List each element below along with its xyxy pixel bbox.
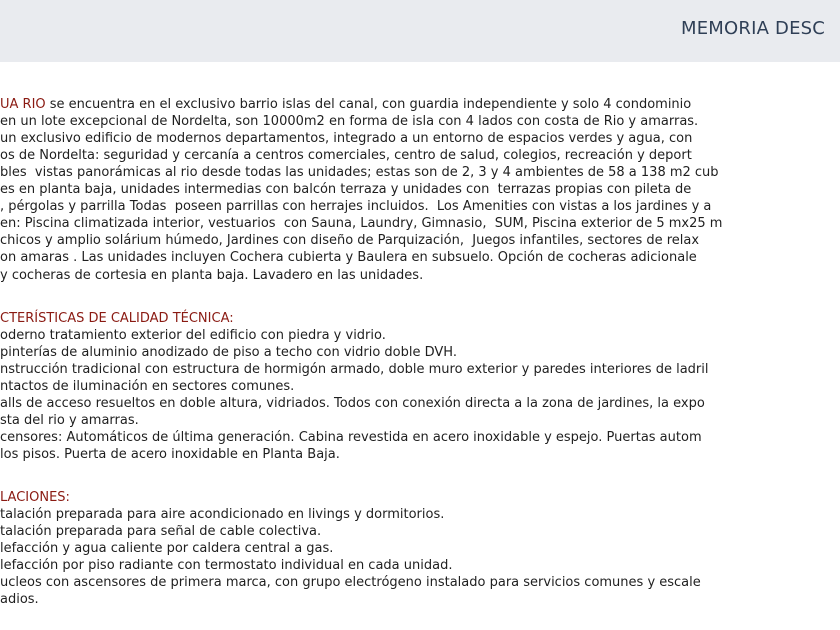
instalaciones-item: lefacción y agua caliente por caldera central a gas. — [0, 541, 334, 556]
project-name: UA RIO — [0, 97, 46, 112]
intro-line-10: on amaras . Las unidades incluyen Cochera cubierta y Baulera en subsuelo. Opción de cocheras adicionale — [0, 250, 697, 265]
intro-line-11: y cocheras de cortesia en planta baja. Lavadero en las unidades. — [0, 268, 424, 283]
intro-line-6: es en planta baja, unidades intermedias con balcón terraza y unidades con terrazas propias con pileta de — [0, 182, 692, 197]
calidad-item: sta del rio y amarras. — [0, 413, 139, 428]
section-heading-calidad: CTERÍSTICAS DE CALIDAD TÉCNICA: — [0, 311, 234, 326]
intro-line-2: en un lote excepcional de Nordelta, son 10000m2 en forma de isla con 4 lados con costa de Rio y amarras. — [0, 114, 699, 129]
intro-line-8: en: Piscina climatizada interior, vestuarios con Sauna, Laundry, Gimnasio, SUM, Piscina exterior de 5 mx25 m — [0, 216, 723, 231]
intro-line-7: , pérgolas y parrilla Todas poseen parrillas con herrajes incluidos. Los Amenities con vistas a los jardines y a — [0, 199, 712, 214]
calidad-item: censores: Automáticos de última generación. Cabina revestida en acero inoxidable y espejo. Puertas autom — [0, 430, 702, 445]
calidad-item: ntactos de iluminación en sectores comunes. — [0, 379, 295, 394]
intro-line-3: un exclusivo edificio de modernos departamentos, integrado a un entorno de espacios verdes y agua, con — [0, 131, 693, 146]
intro-line-5: bles vistas panorámicas al rio desde todas las unidades; estas son de 2, 3 y 4 ambientes de 58 a 138 m2 cub — [0, 165, 719, 180]
calidad-item: pinterías de aluminio anodizado de piso a techo con vidrio doble DVH. — [0, 345, 457, 360]
instalaciones-item: talación preparada para señal de cable colectiva. — [0, 524, 322, 539]
instalaciones-item: lefacción por piso radiante con termostato individual en cada unidad. — [0, 558, 453, 573]
section-heading-instalaciones: LACIONES: — [0, 490, 70, 505]
instalaciones-item: ucleos con ascensores de primera marca, con grupo electrógeno instalado para servicios comunes y escale — [0, 575, 701, 590]
intro-line-4: os de Nordelta: seguridad y cercanía a centros comerciales, centro de salud, colegios, recreación y deport — [0, 148, 692, 163]
calidad-item: alls de acceso resueltos en doble altura, vidriados. Todos con conexión directa a la zona de jardines, la expo — [0, 396, 705, 411]
intro-line-9: chicos y amplio solárium húmedo, Jardines con diseño de Parquización, Juegos infantiles, sectores de relax — [0, 233, 700, 248]
page-title: MEMORIA DESC — [681, 18, 826, 39]
calidad-item: nstrucción tradicional con estructura de hormigón armado, doble muro exterior y paredes interiores de ladril — [0, 362, 709, 377]
instalaciones-item: talación preparada para aire acondicionado en livings y dormitorios. — [0, 507, 445, 522]
intro-line-1 — [0, 96, 691, 113]
intro-line-1-text: se encuentra en el exclusivo barrio islas del canal, con guardia independiente y solo 4 condominio — [45, 97, 692, 112]
calidad-item: oderno tratamiento exterior del edificio con piedra y vidrio. — [0, 328, 386, 343]
calidad-item: los pisos. Puerta de acero inoxidable en Planta Baja. — [0, 447, 340, 462]
instalaciones-item: adios. — [0, 592, 39, 607]
